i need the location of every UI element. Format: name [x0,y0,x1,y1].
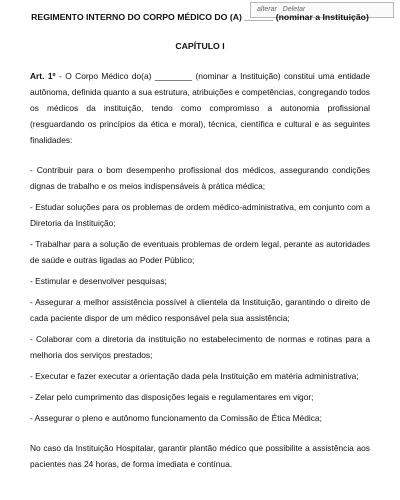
article-1-label: Art. 1º [30,71,56,81]
list-item: - Assegurar a melhor assistência possível à clientela da Instituição, garantindo o direito de cada paciente dispor de um médico responsável pela sua assistência; [30,297,370,323]
document-title-text: REGIMENTO INTERNO DO CORPO MÉDICO DO (A) ______ (nominar a Instituição) [31,12,369,22]
list-item: - Zelar pelo cumprimento das disposições legais e regulamentares em vigor; [30,392,314,402]
document-page [30,6,370,472]
list-item: - Estimular e desenvolver pesquisas; [30,276,167,286]
list-item: - Colaborar com a diretoria da instituição no estabelecimento de normas e rotinas para a melhoria dos serviços prestados; [30,334,370,360]
deletar-link[interactable]: Deletar [282,6,306,13]
purposes-list [30,162,370,426]
final-paragraph: No caso da Instituição Hospitalar, garantir plantão médico que possibilite a assistência aos pacientes nas 24 horas, de forma imediata e contínua. [30,443,370,469]
list-item: - Contribuir para o bom desempenho profissional dos médicos, assegurando condições dignas de trabalho e os meios indispensáveis à prática médica; [30,165,370,191]
list-item: - Trabalhar para a solução de eventuais problemas de ordem legal, perante as autoridades de saúde e outras ligadas ao Poder Público; [30,239,370,265]
article-1 [30,68,370,148]
list-item: - Estudar soluções para os problemas de ordem médico-administrativa, em conjunto com a Diretoria da Instituição; [30,202,370,228]
list-item: - Executar e fazer executar a orientação dada pela Instituição em matéria administrativa; [30,371,359,381]
document-title [30,8,370,26]
list-item: - Assegurar o pleno e autônomo funcionamento da Comissão de Ética Médica; [30,413,322,423]
alterar-link[interactable]: alterar [257,6,277,13]
article-1-text: - O Corpo Médico do(a) ________ (nominar a Instituição) constitui uma entidade autônoma, definida quanto a sua estrutura, atribuições e competências, congregando todos os médicos da instituição, tendo como compromisso a autonomia profissional (resguardando os princípios da ética e moral), técnica, científica e cultural e as seguintes finalidades: [30,71,371,145]
chapter-heading: CAPÍTULO I [175,41,225,51]
